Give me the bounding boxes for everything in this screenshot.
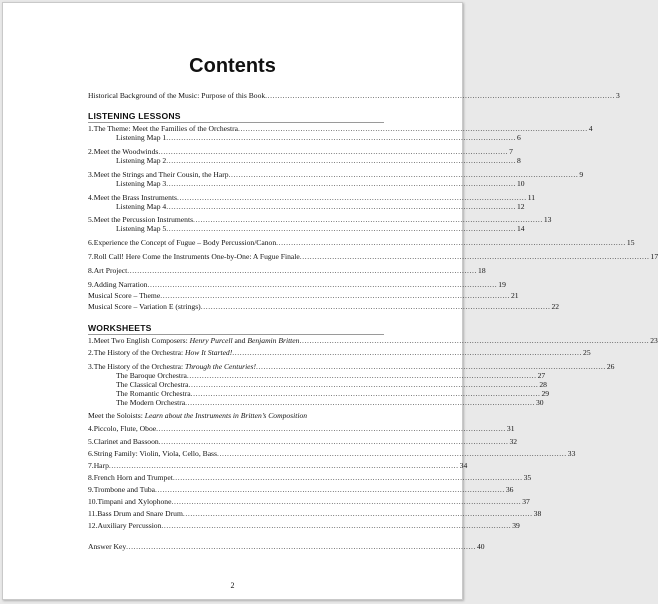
toc-subentry[interactable]: Listening Map 4 ............................................................................................................................................ 12	[116, 202, 525, 211]
toc-entry-page: 3	[615, 91, 620, 100]
toc-subentry[interactable]: Listening Map 3 ............................................................................................................................................ 10	[116, 179, 525, 188]
page-number: 2	[230, 581, 235, 590]
toc-entry[interactable]: 8. Art Project ............................................................................................................................................ 18	[88, 266, 486, 275]
toc-entry[interactable]: 11. Bass Drum and Snare Drum ............................................................................................................................................ 38	[88, 509, 542, 518]
toc-entry[interactable]: 10. Timpani and Xylophone ............................................................................................................................................ 37	[88, 497, 530, 506]
toc-entry[interactable]: Musical Score – Variation E (strings) ............................................................................................................................................ 22	[88, 302, 560, 311]
toc-entry-intro[interactable]: Historical Background of the Music: Purpose of this Book ............................................................................................................................................ 3	[88, 91, 620, 100]
toc-entry[interactable]: 1. The Theme: Meet the Families of the Orchestra ............................................................................................................................................ 4	[88, 124, 593, 133]
toc-entry-label: Historical Background of the Music: Purpose of this Book	[88, 91, 266, 100]
toc-entry[interactable]: 8. French Horn and Trumpet ............................................................................................................................................ 35	[88, 473, 532, 482]
section-rule	[88, 334, 384, 335]
document-page	[2, 2, 658, 600]
toc-entry[interactable]: 6. Experience the Concept of Fugue – Body Percussion/Canon ............................................................................................................................................ 15	[88, 238, 635, 247]
toc-entry[interactable]: 6. String Family: Violin, Viola, Cello, Bass ............................................................................................................................................ 33	[88, 449, 576, 458]
toc-entry[interactable]: 1. Meet Two English Composers: Henry Purcell and Benjamin Britten ............................................................................................................................................ 23	[88, 336, 658, 345]
page-title: Contents	[189, 55, 276, 77]
toc-entry[interactable]: 12. Auxiliary Percussion ............................................................................................................................................ 39	[88, 521, 520, 530]
toc-entry[interactable]: 5. Clarinet and Bassoon ............................................................................................................................................ 32	[88, 437, 518, 446]
toc-entry[interactable]: 7. Harp ............................................................................................................................................ 34	[88, 461, 468, 470]
toc-subentry[interactable]: The Classical Orchestra ............................................................................................................................................ 28	[116, 380, 547, 389]
section-rule	[88, 122, 384, 123]
toc-entry[interactable]: 9. Adding Narration ............................................................................................................................................ 19	[88, 280, 506, 289]
toc-entry[interactable]: 4. Meet the Brass Instruments ............................................................................................................................................ 11	[88, 193, 536, 202]
toc-subentry[interactable]: Listening Map 1 ............................................................................................................................................ 6	[116, 133, 521, 142]
toc-subentry[interactable]: The Romantic Orchestra ............................................................................................................................................ 29	[116, 389, 550, 398]
toc-entry[interactable]: 3. Meet the Strings and Their Cousin, the Harp ............................................................................................................................................ 9	[88, 170, 584, 179]
section-heading-worksheets: WORKSHEETS	[88, 323, 152, 333]
toc-entry[interactable]: 3. The History of the Orchestra: Through the Centuries! ............................................................................................................................................ 26	[88, 362, 615, 371]
toc-subentry[interactable]: The Modern Orchestra ............................................................................................................................................ 30	[116, 398, 544, 407]
toc-entry[interactable]: 7. Roll Call! Here Come the Instruments One-by-One: A Fugue Finale ............................................................................................................................................ 17	[88, 252, 658, 261]
toc-subentry[interactable]: Listening Map 5 ............................................................................................................................................ 14	[116, 224, 525, 233]
toc-entry[interactable]: 4. Piccolo, Flute, Oboe ............................................................................................................................................ 31	[88, 424, 515, 433]
toc-entry[interactable]: Musical Score – Theme ............................................................................................................................................ 21	[88, 291, 519, 300]
toc-subentry[interactable]: The Baroque Orchestra ............................................................................................................................................ 27	[116, 371, 546, 380]
toc-entry[interactable]: 2. The History of the Orchestra: How It Started! ............................................................................................................................................ 25	[88, 348, 591, 357]
toc-entry-answer-key[interactable]: Answer Key ............................................................................................................................................ 40	[88, 542, 485, 551]
soloists-heading: Meet the Soloists: Learn about the Instruments in Britten’s Composition	[88, 411, 308, 420]
section-heading-listening: LISTENING LESSONS	[88, 111, 181, 121]
toc-entry[interactable]: 2. Meet the Woodwinds ............................................................................................................................................ 7	[88, 147, 513, 156]
toc-subentry[interactable]: Listening Map 2 ............................................................................................................................................ 8	[116, 156, 521, 165]
toc-entry[interactable]: 5. Meet the Percussion Instruments ............................................................................................................................................ 13	[88, 215, 552, 224]
toc-entry[interactable]: 9. Trombone and Tuba ............................................................................................................................................ 36	[88, 485, 514, 494]
